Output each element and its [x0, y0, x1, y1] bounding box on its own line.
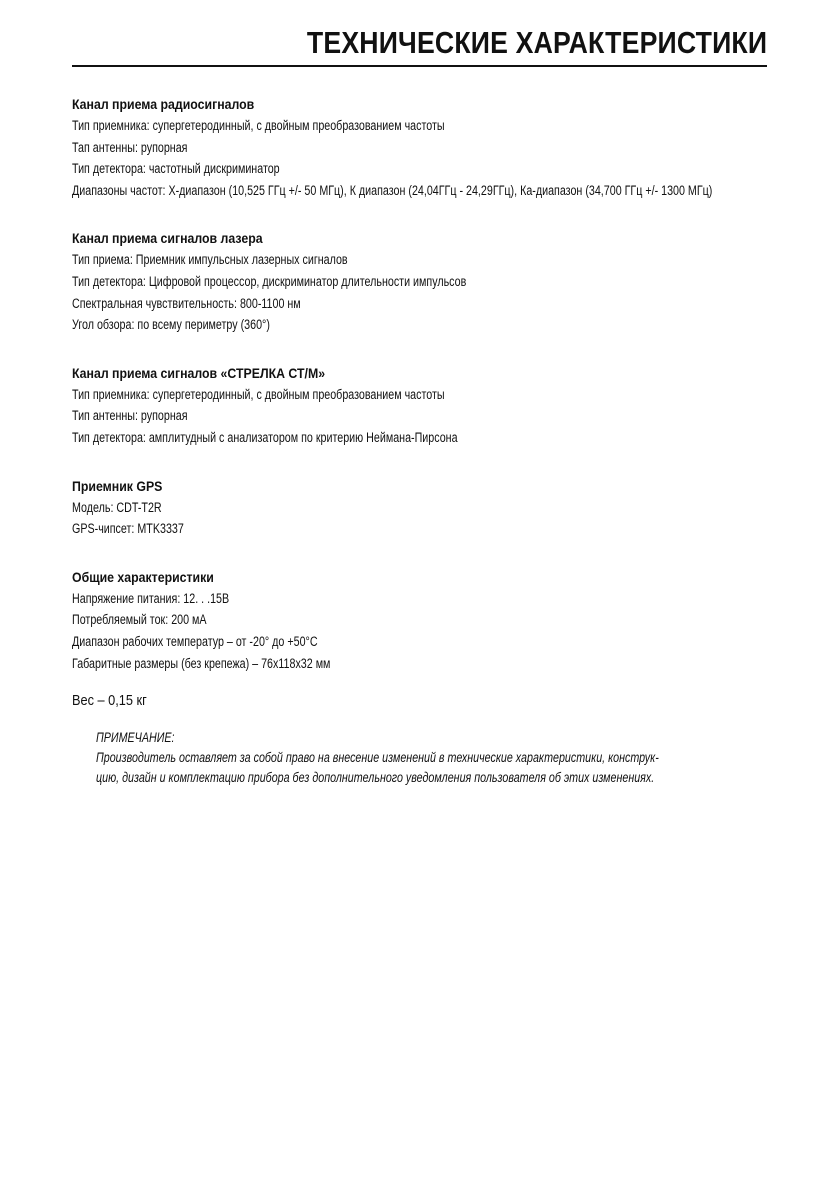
page-title: ТЕХНИЧЕСКИЕ ХАРАКТЕРИСТИКИ [306, 25, 767, 60]
note-text: цию, дизайн и комплектацию прибора без дополнительного уведомления пользователя об этих изменениях. [96, 770, 655, 786]
spec-line: Габаритные размеры (без крепежа) – 76х118х32 мм [72, 655, 331, 671]
note-label: ПРИМЕЧАНИЕ: [96, 730, 175, 746]
section-radio-channel [72, 95, 812, 201]
title-divider [72, 65, 767, 67]
section-heading: Приемник GPS [72, 478, 163, 494]
spec-line: Тип приемника: супергетеродинный, с двойным преобразованием частоты [72, 386, 445, 402]
specs-content [72, 95, 812, 788]
section-heading: Канал приема сигналов «СТРЕЛКА СТ/М» [72, 365, 326, 381]
section-general [72, 568, 812, 674]
section-strelka-channel [72, 364, 812, 449]
section-heading: Канал приема сигналов лазера [72, 231, 263, 247]
spec-line: Тип приемника: супергетеродинный, с двойным преобразованием частоты [72, 118, 445, 133]
spec-line: Тип детектора: амплитудный с анализатором по критерию Неймана-Пирсона [72, 429, 458, 445]
note-block [96, 728, 812, 788]
spec-line: Тип детектора: частотный дискриминатор [72, 161, 280, 177]
weight-line: Вес – 0,15 кг [72, 692, 147, 710]
spec-line: Тип детектора: Цифровой процессор, дискриминатор длительности импульсов [72, 273, 467, 289]
section-gps [72, 477, 812, 540]
spec-line: Тип антенны: рупорная [72, 408, 188, 424]
note-text: Производитель оставляет за собой право на внесение изменений в технические характеристики, конструк- [96, 750, 659, 766]
section-laser-channel [72, 229, 812, 335]
spec-line: Тип приема: Приемник импульсных лазерных сигналов [72, 252, 348, 268]
section-heading: Канал приема радиосигналов [72, 97, 255, 112]
spec-line: GPS-чипсет: MTK3337 [72, 521, 184, 537]
spec-line: Модель: CDT-T2R [72, 499, 162, 515]
spec-line: Напряжение питания: 12. . .15В [72, 590, 230, 606]
spec-line: Диапазоны частот: X-диапазон (10,525 ГГц +/- 50 МГц), К диапазон (24,04ГГц - 24,29ГГц), Ка-диапазон (34,700 ГГц +/- 1300 МГц) [72, 182, 713, 198]
spec-line: Потребляемый ток: 200 мА [72, 612, 207, 628]
spec-line: Спектральная чувствительность: 800-1100 нм [72, 295, 301, 311]
spec-line: Диапазон рабочих температур – от -20° до +50°С [72, 633, 318, 649]
section-heading: Общие характеристики [72, 569, 214, 585]
spec-line: Тап антенны: рупорная [72, 139, 188, 155]
spec-line: Угол обзора: по всему периметру (360°) [72, 317, 270, 333]
